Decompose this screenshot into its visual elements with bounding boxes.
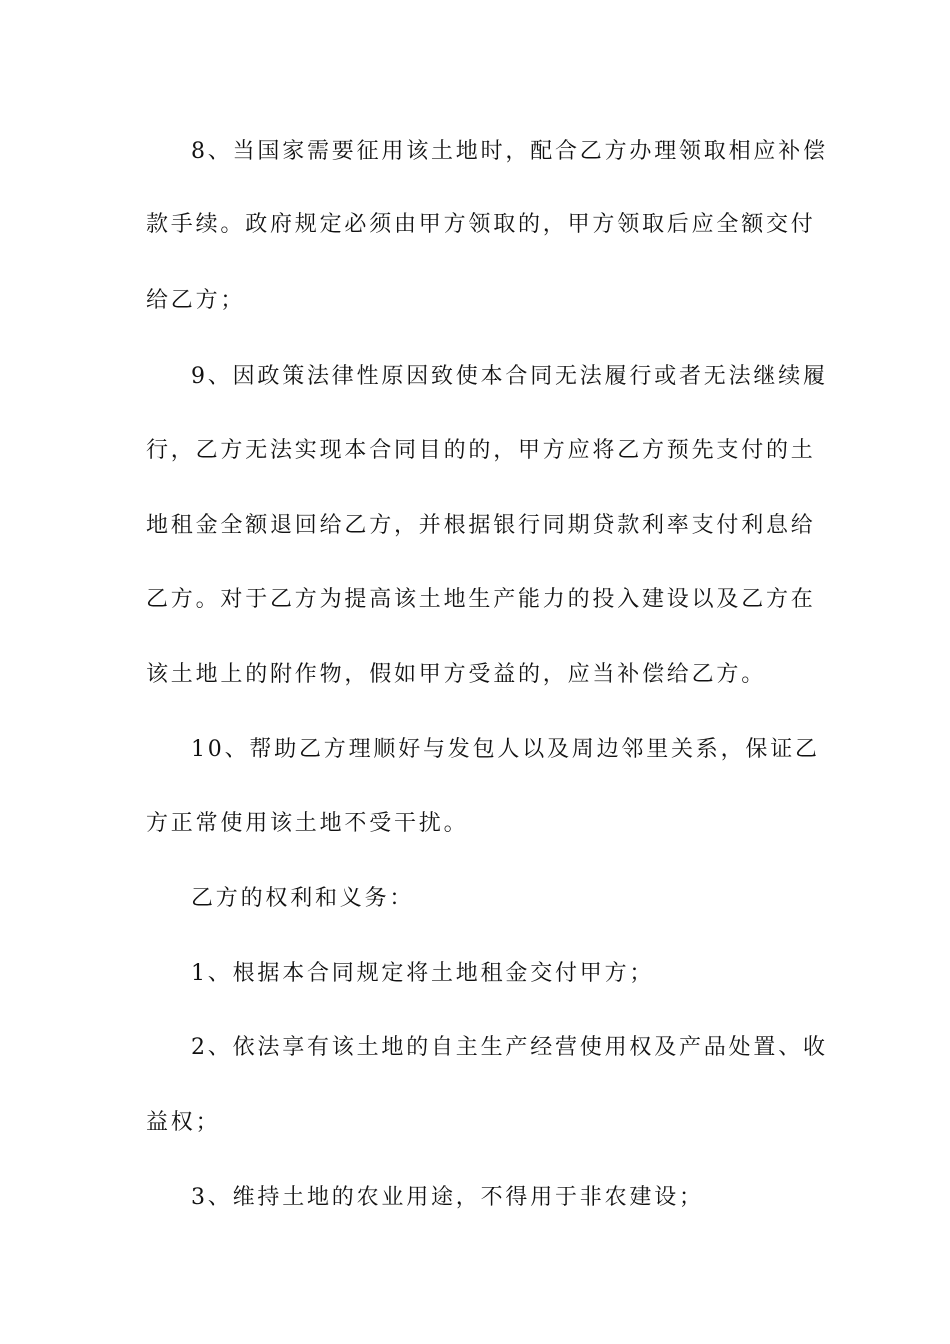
paragraph-line: 行，乙方无法实现本合同目的的，甲方应将乙方预先支付的土 [146, 438, 816, 463]
paragraph-line: 1、根据本合同规定将土地租金交付甲方； [191, 961, 655, 986]
paragraph-line: 给乙方； [146, 288, 246, 313]
paragraph-line: 2、依法享有该土地的自主生产经营使用权及产品处置、收 [191, 1035, 828, 1060]
paragraph-line: 地租金全额退回给乙方，并根据银行同期贷款利率支付利息给 [146, 513, 816, 538]
paragraph-line: 益权； [146, 1110, 221, 1135]
paragraph-line: 9、因政策法律性原因致使本合同无法履行或者无法继续履 [191, 364, 828, 389]
paragraph-line: 8、当国家需要征用该土地时，配合乙方办理领取相应补偿 [191, 139, 828, 164]
section-heading: 乙方的权利和义务： [191, 886, 415, 911]
paragraph-line: 该土地上的附作物，假如甲方受益的，应当补偿给乙方。 [146, 662, 767, 687]
paragraph-line: 款手续。政府规定必须由甲方领取的，甲方领取后应全额交付 [146, 212, 816, 237]
paragraph-line: 10、帮助乙方理顺好与发包人以及周边邻里关系，保证乙 [191, 737, 820, 762]
paragraph-line: 方正常使用该土地不受干扰。 [146, 811, 469, 836]
paragraph-line: 3、维持土地的农业用途，不得用于非农建设； [191, 1185, 704, 1210]
paragraph-line: 乙方。对于乙方为提高该土地生产能力的投入建设以及乙方在 [146, 587, 816, 612]
